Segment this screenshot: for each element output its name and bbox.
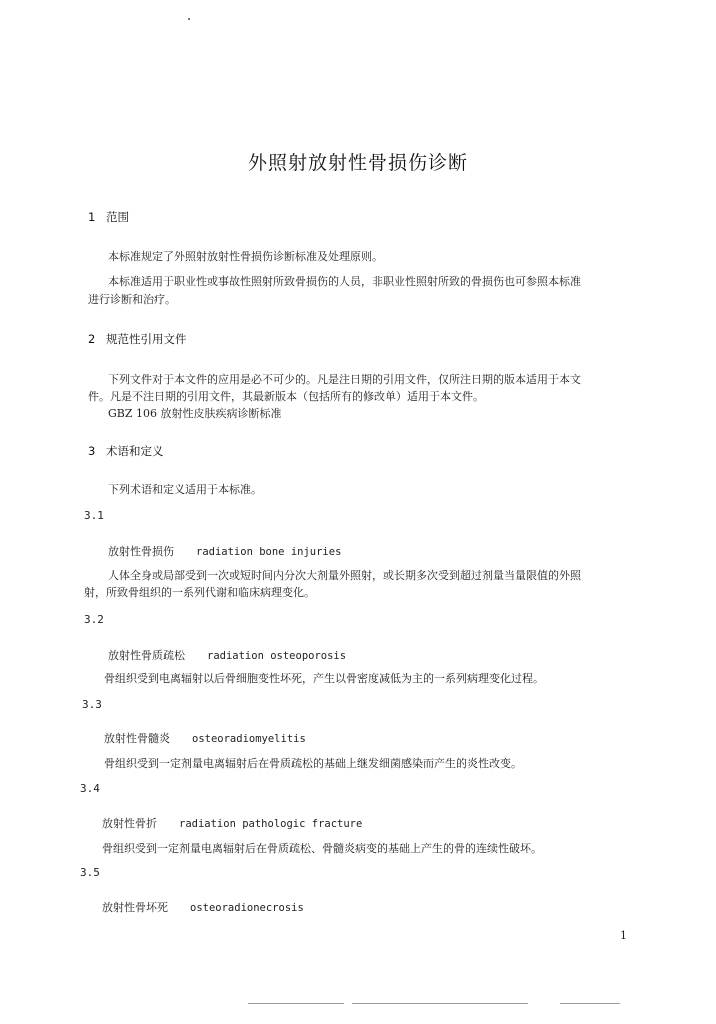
clause-3-2-term-cn: 放射性骨质疏松 [108,649,185,662]
clause-3-5-term-cn: 放射性骨坏死 [102,901,168,914]
section-2-paragraph-line-1: 下列文件对于本文件的应用是必不可少的。凡是注日期的引用文件，仅所注日期的版本适用于本文 [108,373,581,386]
section-3-intro: 下列术语和定义适用于本标准。 [108,483,262,496]
clause-3-3-term [104,730,306,746]
section-1-paragraph-2-line-1: 本标准适用于职业性或事故性照射所致骨损伤的人员，非职业性照射所致的骨损伤也可参照本标准 [108,275,581,288]
clause-3-1-definition-line-2: 射，所致骨组织的一系列代谢和临床病理变化。 [84,586,315,599]
section-1-paragraph-2-line-2: 进行诊断和治疗。 [88,293,176,306]
section-2-heading [88,331,187,347]
section-2-number: 2 [88,332,96,346]
clause-3-3-term-en: osteoradiomyelitis [192,733,306,745]
clause-3-1-term-cn: 放射性骨损伤 [108,545,174,558]
clause-3-1-term [108,543,341,559]
clause-3-4-term-en: radiation pathologic fracture [179,818,363,830]
clause-3-2-term [108,647,346,663]
clause-3-5-term [102,899,304,915]
clause-3-2-definition: 骨组织受到电离辐射以后骨细胞变性坏死，产生以骨密度减低为主的一系列病理变化过程。 [104,672,544,685]
clause-3-2-term-en: radiation osteoporosis [207,650,347,662]
page-number: 1 [620,929,627,942]
section-1-heading [88,209,129,225]
scan-artifact-line [352,1003,528,1004]
scan-artifact-line [560,1003,620,1004]
clause-3-5-term-en: osteoradionecrosis [190,902,304,914]
section-3-title: 术语和定义 [106,444,164,458]
clause-3-2-number: 3.2 [84,613,104,626]
clause-3-4-definition: 骨组织受到一定剂量电离辐射后在骨质疏松、骨髓炎病变的基础上产生的骨的连续性破坏。 [102,842,542,855]
scan-artifact-line [248,1003,344,1004]
clause-3-3-definition: 骨组织受到一定剂量电离辐射后在骨质疏松的基础上继发细菌感染而产生的炎性改变。 [104,757,522,770]
clause-3-4-number: 3.4 [80,782,100,795]
normative-reference-gbz-106: GBZ 106 放射性皮肤疾病诊断标准 [108,407,282,420]
clause-3-4-term [102,815,362,831]
clause-3-4-term-cn: 放射性骨折 [102,817,157,830]
section-2-paragraph-line-2: 件。凡是不注日期的引用文件，其最新版本（包括所有的修改单）适用于本文件。 [88,390,484,403]
clause-3-1-number: 3.1 [84,509,104,522]
section-3-heading [88,443,164,459]
clause-3-3-term-cn: 放射性骨髓炎 [104,732,170,745]
clause-3-5-number: 3.5 [80,866,100,879]
section-1-paragraph-1: 本标准规定了外照射放射性骨损伤诊断标准及处理原则。 [108,250,383,263]
section-3-number: 3 [88,444,96,458]
section-1-number: 1 [88,210,96,224]
clause-3-1-term-en: radiation bone injuries [196,546,342,558]
clause-3-3-number: 3.3 [82,698,102,711]
section-1-title: 范围 [106,210,129,224]
document-title: 外照射放射性骨损伤诊断 [247,152,468,174]
clause-3-1-definition-line-1: 人体全身或局部受到一次或短时间内分次大剂量外照射，或长期多次受到超过剂量当量限值的外照 [108,569,581,582]
section-2-title: 规范性引用文件 [106,332,187,346]
scan-speck [188,18,190,20]
